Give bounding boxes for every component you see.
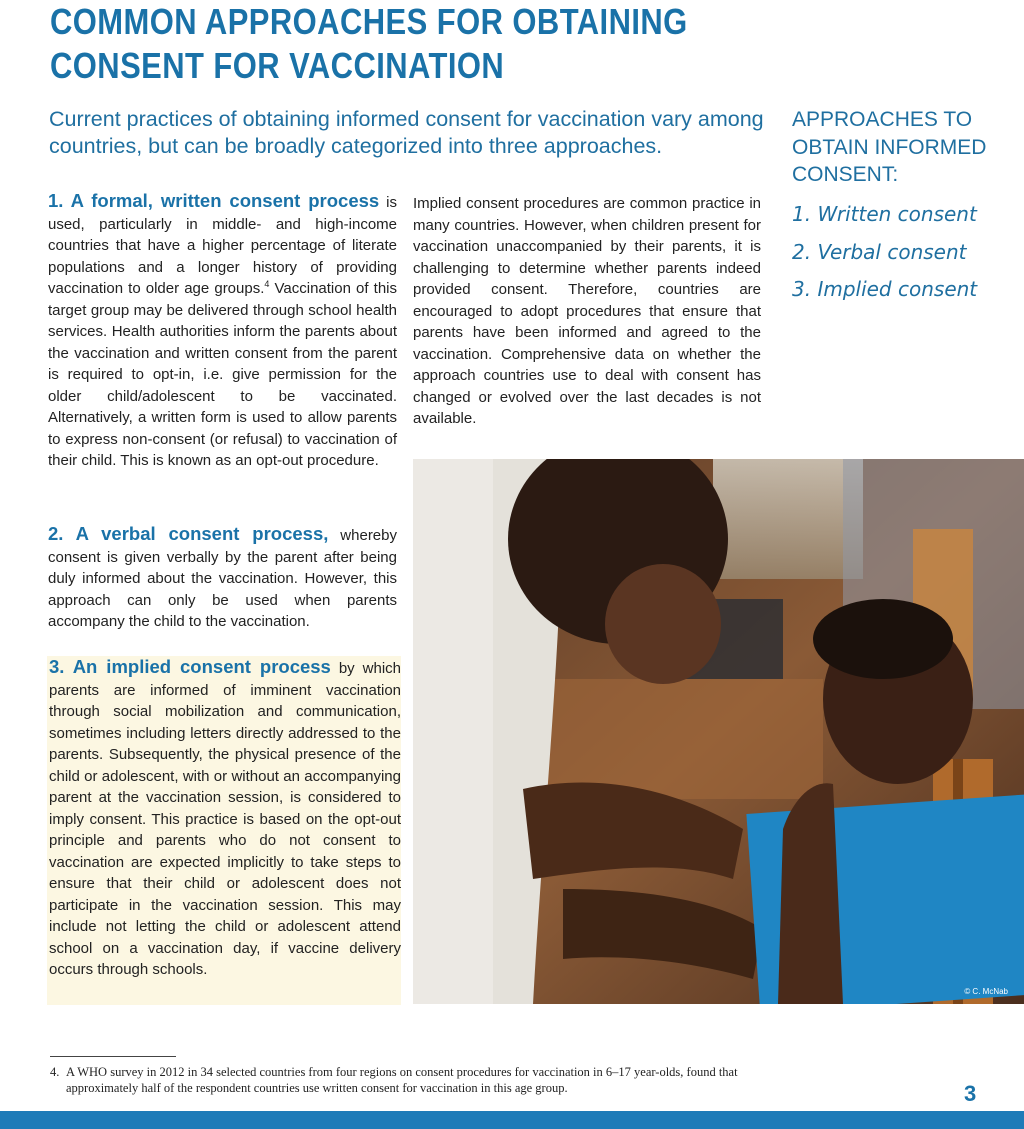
section-verbal-paragraph	[48, 523, 397, 633]
section-written-paragraph	[48, 190, 397, 472]
bottom-bar	[0, 1111, 1024, 1129]
footnote-rule	[50, 1056, 176, 1057]
footnote-ref: 4	[264, 279, 270, 289]
sidebar-item-verbal: 2. Verbal consent	[792, 239, 967, 264]
page-number: 3	[964, 1081, 977, 1106]
photo-credit: © C. McNab	[964, 987, 1008, 996]
page-title: COMMON APPROACHES FOR OBTAINING CONSENT FOR VACCINATION	[50, 1, 688, 86]
section-implied-text: by which parents are informed of imminent vaccination through social mobilization and communication, sometimes including letters directly addressed to the parents. Subsequently, the physical presence of the child or adolescent, with or without an accompanying parent at the vaccination session, is considered to imply consent. This practice is based on the opt-out principle and parents who do not consent to vaccination are expected implicitly to take steps to ensure that their child or adolescent does not participate in the vaccination session. This may include not letting the child or adolescent attend school on a vaccination day, if vaccine delivery occurs through schools.	[49, 660, 402, 978]
sidebar-list	[792, 196, 1012, 309]
section-written-consent	[48, 190, 397, 472]
footnote-number: 4.	[50, 1065, 60, 1079]
section-written-text-b: Vaccination of this target group may be delivered through school health services. Health authorities inform the parents about the vaccination and written consent from the parent is required to opt-in, i.e. give permission for the older child/adolescent to be vaccinated. Alternatively, a written form is used to allow parents to express non-consent (or refusal) to vaccination of their child. This is known as an opt-out procedure.	[48, 280, 398, 469]
footnote-text: A WHO survey in 2012 in 34 selected countries from four regions on consent procedures for vaccination in 6–17 year-olds, found that approximately half of the respondent countries use written consent for vaccination in this age group.	[66, 1065, 738, 1095]
sidebar-heading: APPROACHES TO OBTAIN INFORMED CONSENT:	[792, 108, 987, 186]
section-verbal-label: 2. A verbal consent process,	[48, 523, 329, 544]
section-written-text-a: is used, particularly in middle- and high-income countries that have a higher percentage of literate populations and a longer history of providing vaccination to older age groups.	[48, 194, 397, 297]
column-two	[413, 193, 761, 430]
section-verbal-text: whereby consent is given verbally by the parent after being duly informed about the vaccination. However, this approach can only be used when parents accompany the child to the vaccination.	[48, 527, 397, 630]
sidebar-item-implied: 3. Implied consent	[792, 277, 978, 301]
section-implied-paragraph	[49, 656, 401, 981]
section-implied-consent	[47, 656, 401, 1005]
section-written-label: 1. A formal, written consent process	[48, 190, 380, 211]
vaccination-photo-illustration	[413, 459, 1024, 1004]
vaccination-photo	[413, 459, 1024, 1004]
column-two-paragraph: Implied consent procedures are common practice in many countries. However, when children present for vaccination unaccompanied by their parents, it is challenging to determine whether parents indeed provided consent. Therefore, countries are encouraged to adopt procedures that ensure that parents have been informed and agreed to the vaccination. Comprehensive data on whether the approach countries use to deal with consent has changed or evolved over the last decades is not available.	[413, 195, 761, 427]
sidebar-item-written: 1. Written consent	[792, 202, 977, 226]
footnote	[50, 1065, 770, 1096]
lead-paragraph: Current practices of obtaining informed consent for vaccination vary among countries, but can be broadly categorized into three approaches.	[49, 107, 764, 158]
section-implied-label: 3. An implied consent process	[49, 656, 331, 677]
section-verbal-consent	[48, 523, 397, 633]
